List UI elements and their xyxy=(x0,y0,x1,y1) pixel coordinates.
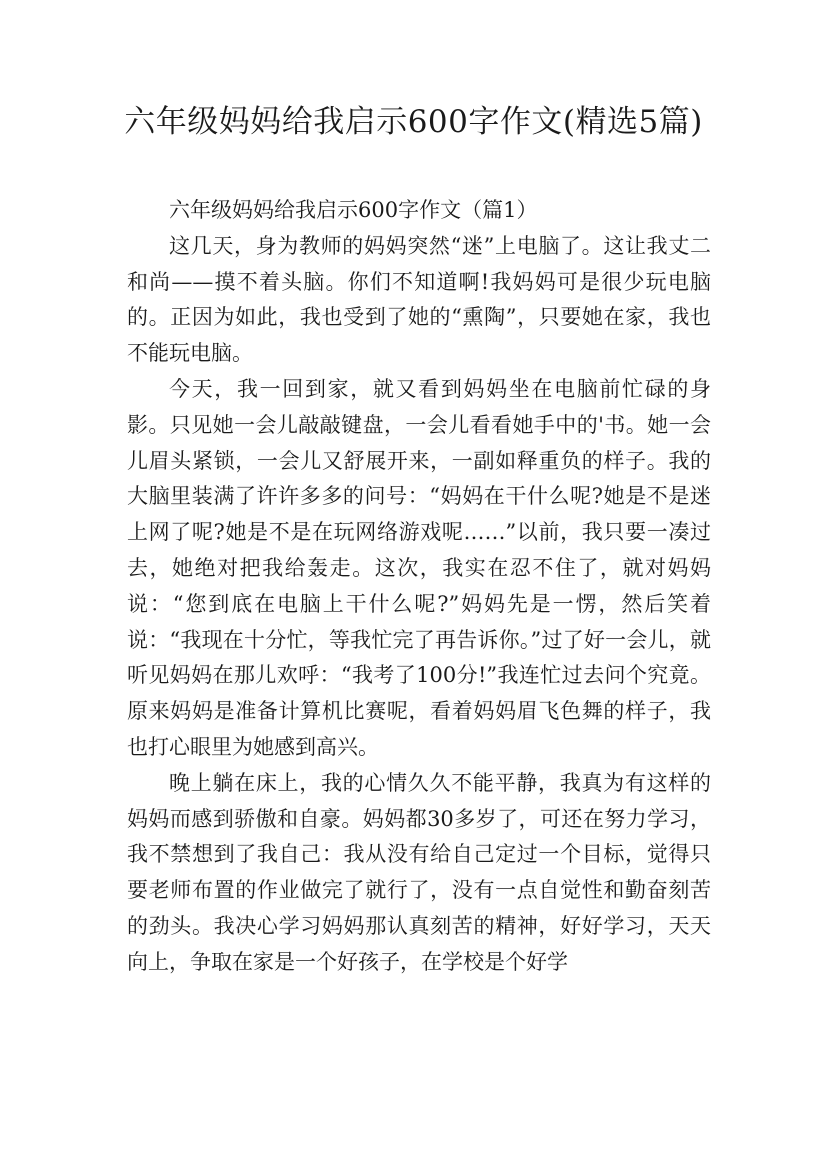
document-body xyxy=(127,193,711,981)
section-heading: 六年级妈妈给我启示600字作文（篇1） xyxy=(169,198,538,222)
paragraph-3: 晚上躺在床上，我的心情久久不能平静，我真为有这样的妈妈而感到骄傲和自豪。妈妈都30多岁了，可还在努力学习，我不禁想到了我自己：我从没有给自己定过一个目标，觉得只要老师布置的作业做完了就行了，没有一点自觉性和勤奋刻苦的劲头。我决心学习妈妈那认真刻苦的精神，好好学习，天天向上，争取在家是一个好孩子，在学校是个好学 xyxy=(127,770,711,974)
document-title: 六年级妈妈给我启示600字作文(精选5篇) xyxy=(124,104,703,140)
paragraph-1: 这几天，身为教师的妈妈突然“迷”上电脑了。这让我丈二和尚——摸不着头脑。你们不知道啊!我妈妈可是很少玩电脑的。正因为如此，我也受到了她的“熏陶”，只要她在家，我也不能玩电脑。 xyxy=(127,233,711,366)
paragraph-2: 今天，我一回到家，就又看到妈妈坐在电脑前忙碌的身影。只见她一会儿敲敲键盘，一会儿看看她手中的'书。她一会儿眉头紧锁，一会儿又舒展开来，一副如释重负的样子。我的大脑里装满了许许多多的问号：“妈妈在干什么呢?她是不是迷上网了呢?她是不是在玩网络游戏呢……”以前，我只要一凑过去，她绝对把我给轰走。这次，我实在忍不住了，就对妈妈说：“您到底在电脑上干什么呢?”妈妈先是一愣，然后笑着说：“我现在十分忙，等我忙完了再告诉你。”过了好一会儿，就听见妈妈在那儿欢呼：“我考了100分!”我连忙过去问个究竟。原来妈妈是准备计算机比赛呢，看着妈妈眉飞色舞的样子，我也打心眼里为她感到高兴。 xyxy=(127,376,711,759)
